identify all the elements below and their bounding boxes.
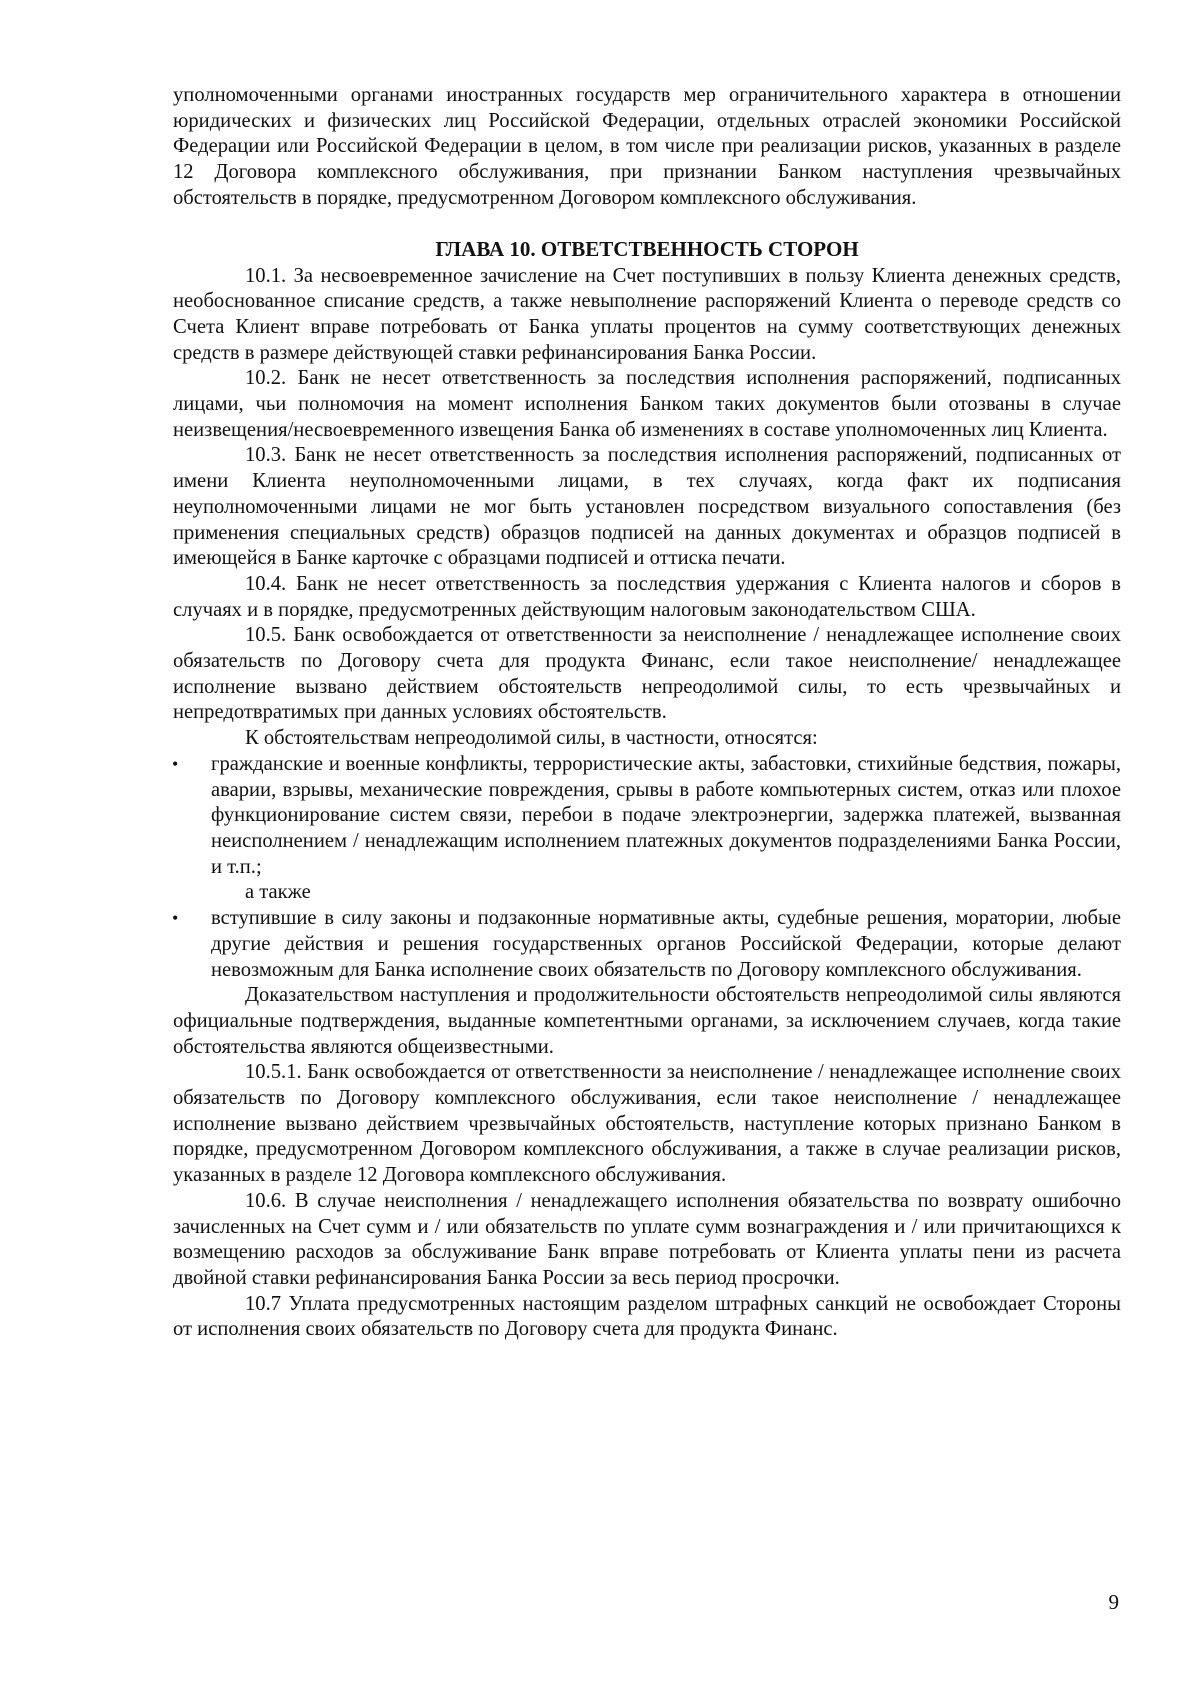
also-label: а также: [245, 881, 311, 904]
chapter-title: ГЛАВА 10. ОТВЕТСТВЕННОСТЬ СТОРОН: [435, 236, 859, 261]
evidence-paragraph: Доказательством наступления и продолжительности обстоятельств непреодолимой силы являются официальные подтверждения, выданные компетентными органами, за исключением случаев, когда такие обстоятельства являются общеизвестными.: [173, 984, 1121, 1058]
bullet-icon: •: [172, 908, 179, 929]
clause-10-7: 10.7 Уплата предусмотренных настоящим разделом штрафных санкций не освобождает Стороны от исполнения своих обязательств по Договору счета для продукта Финанс.: [173, 1292, 1121, 1341]
clause-10-5-1: 10.5.1. Банк освобождается от ответственности за неисполнение / ненадлежащее исполнение своих обязательств по Договору комплексного обслуживания, если такое неисполнение / ненадлежащее исполнение вызвано действием чрезвычайных обстоятельств, наступление которых признано Банком в порядке, предусмотренном Договором комплексного обслуживания, а также в случае реализации рисков, указанных в разделе 12 Договора комплексного обслуживания.: [173, 1061, 1121, 1187]
force-majeure-intro: К обстоятельствам непреодолимой силы, в частности, относятся:: [245, 727, 818, 750]
clause-10-5: 10.5. Банк освобождается от ответственности за неисполнение / ненадлежащее исполнение своих обязательств по Договору счета для продукта Финанс, если такое неисполнение/ ненадлежащее исполнение вызвано действием обстоятельств непреодолимой силы, то есть чрезвычайных и непредотвратимых при данных условиях обстоятельств.: [173, 624, 1121, 724]
list-item: [173, 752, 1121, 881]
document-page: [173, 83, 1121, 1343]
clause-10-2: 10.2. Банк не несет ответственность за последствия исполнения распоряжений, подписанных лицами, чьи полномочия на момент исполнения Банком таких документов были отозваны в случае неизвещения/несвоевременного извещения Банка об изменениях в составе уполномоченных лиц Клиента.: [173, 367, 1121, 441]
bullet-icon: •: [172, 753, 179, 774]
page-number: 9: [1108, 1590, 1119, 1614]
clause-10-3: 10.3. Банк не несет ответственность за последствия исполнения распоряжений, подписанных от имени Клиента неуполномоченными лицами, в тех случаях, когда факт их подписания неуполномоченными лицами не мог быть установлен посредством визуального сопоставления (без применения специальных средств) образцов подписей на данных документах и образцов подписей в имеющейся в Банке карточке с образцами подписей и оттиска печати.: [173, 444, 1121, 570]
bullet-text: гражданские и военные конфликты, террористические акты, забастовки, стихийные бедствия, пожары, аварии, взрывы, механические повреждения, срывы в работе компьютерных систем, отказ или плохое функционирование систем связи, перебои в подаче электроэнергии, задержка платежей, вызванная неисполнением / ненадлежащим исполнением платежных документов подразделениями Банка России, и т.п.;: [211, 752, 1121, 878]
clause-10-6: 10.6. В случае неисполнения / ненадлежащего исполнения обязательства по возврату ошибочно зачисленных на Счет сумм и / или обязательств по уплате сумм вознаграждения и / или причитающихся к возмещению расходов за обслуживание Банк вправе потребовать от Клиента уплаты пени из расчета двойной ставки рефинансирования Банка России за весь период просрочки.: [173, 1189, 1121, 1289]
clause-10-4: 10.4. Банк не несет ответственность за последствия удержания с Клиента налогов и сборов в случаях и в порядке, предусмотренных действующим налоговым законодательством США.: [173, 572, 1121, 621]
clause-10-1: 10.1. За несвоевременное зачисление на Счет поступивших в пользу Клиента денежных средств, необоснованное списание средств, а также невыполнение распоряжений Клиента о переводе средств со Счета Клиент вправе потребовать от Банка уплаты процентов на сумму соответствующих денежных средств в размере действующей ставки рефинансирования Банка России.: [173, 264, 1121, 364]
list-item: [173, 906, 1121, 983]
intro-paragraph: уполномоченными органами иностранных государств мер ограничительного характера в отношении юридических и физических лиц Российской Федерации, отдельных отраслей экономики Российской Федерации или Российской Федерации в целом, в том числе при реализации рисков, указанных в разделе 12 Договора комплексного обслуживания, при признании Банком наступления чрезвычайных обстоятельств в порядке, предусмотренном Договором комплексного обслуживания.: [173, 84, 1121, 209]
force-majeure-list: [173, 752, 1121, 881]
force-majeure-list-2: [173, 906, 1121, 983]
bullet-text: вступившие в силу законы и подзаконные нормативные акты, судебные решения, моратории, любые другие действия и решения государственных органов Российской Федерации, которые делают невозможным для Банка исполнение своих обязательств по Договору комплексного обслуживания.: [211, 907, 1121, 981]
